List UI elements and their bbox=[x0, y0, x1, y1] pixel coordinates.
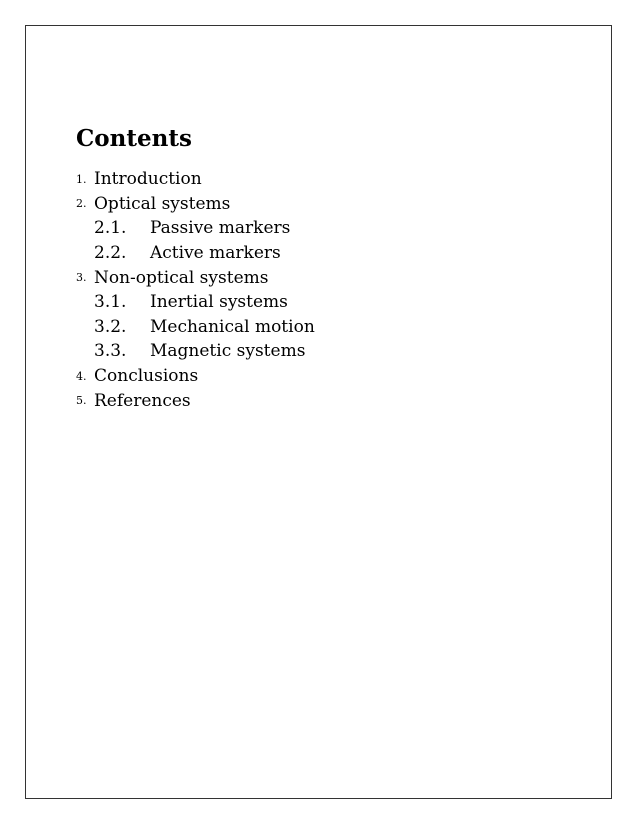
toc-subitem-mechanical-motion[interactable] bbox=[76, 315, 315, 340]
toc-subitem-passive-markers[interactable] bbox=[76, 216, 315, 241]
toc-subitem-label: Inertial systems bbox=[150, 292, 288, 313]
toc-item-label: References bbox=[94, 390, 191, 411]
toc-subitem-number: 2.2. bbox=[94, 243, 127, 264]
toc-item-label: Introduction bbox=[94, 169, 202, 190]
toc-item-number: 5. bbox=[76, 394, 87, 408]
toc-item-label: Optical systems bbox=[94, 193, 231, 214]
page-title: Contents bbox=[76, 125, 192, 152]
table-of-contents bbox=[76, 167, 315, 413]
toc-subitem-inertial-systems[interactable] bbox=[76, 290, 315, 315]
toc-item-number: 2. bbox=[76, 197, 87, 211]
toc-subitem-number: 3.3. bbox=[94, 341, 127, 362]
toc-subitem-number: 3.1. bbox=[94, 292, 127, 313]
toc-subitem-label: Active markers bbox=[150, 243, 281, 264]
toc-item-introduction[interactable] bbox=[76, 167, 315, 192]
toc-item-references[interactable] bbox=[76, 388, 315, 413]
toc-item-number: 1. bbox=[76, 172, 87, 186]
toc-subitem-magnetic-systems[interactable] bbox=[76, 339, 315, 364]
toc-subitem-label: Passive markers bbox=[150, 218, 291, 239]
toc-subitem-label: Mechanical motion bbox=[150, 316, 315, 337]
toc-item-number: 4. bbox=[76, 369, 87, 383]
toc-subitem-number: 3.2. bbox=[94, 316, 127, 337]
toc-subitem-label: Magnetic systems bbox=[150, 341, 306, 362]
toc-item-label: Conclusions bbox=[94, 366, 199, 387]
toc-subitem-active-markers[interactable] bbox=[76, 241, 315, 266]
toc-item-optical-systems[interactable] bbox=[76, 192, 315, 217]
toc-item-conclusions[interactable] bbox=[76, 364, 315, 389]
toc-subitem-number: 2.1. bbox=[94, 218, 127, 239]
toc-item-non-optical-systems[interactable] bbox=[76, 265, 315, 290]
toc-item-label: Non-optical systems bbox=[94, 267, 269, 288]
toc-item-number: 3. bbox=[76, 271, 87, 285]
